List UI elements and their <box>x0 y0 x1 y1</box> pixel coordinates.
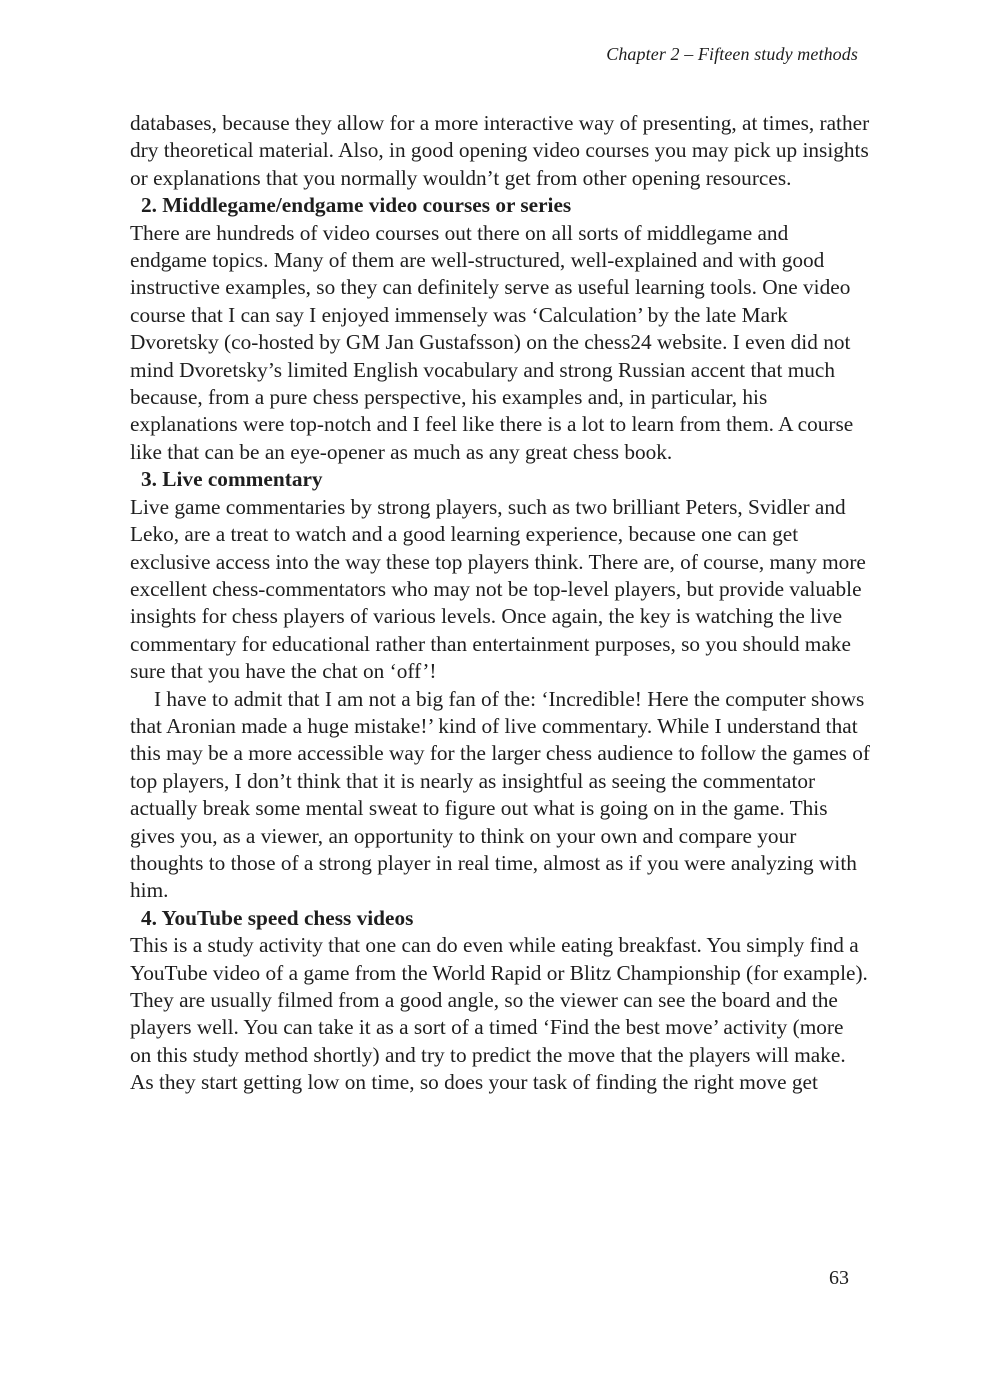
body-text <box>130 110 870 1097</box>
paragraph-not-a-fan: I have to admit that I am not a big fan of the: ‘Incredible! Here the computer shows that Aronian made a huge mistake!’ kind of live commentary. While I understand that this may be a more accessible way for the larger chess audience to follow the games of top players, I don’t think that it is nearly as insightful as seeing the commentator actually break some mental sweat to figure out what is going on in the game. This gives you, as a viewer, an opportunity to think on your own and compare your thoughts to those of a strong player in real time, almost as if you were analyzing with him. <box>130 686 870 903</box>
paragraph-video-courses: There are hundreds of video courses out there on all sorts of middlegame and endgame topics. Many of them are well-structured, well-explained and with good instructive examples, so they can definitely serve as useful learning tools. One video course that I can say I enjoyed immensely was ‘Calculation’ by the late Mark Dvoretsky (co-hosted by GM Jan Gustafsson) on the chess24 website. I even did not mind Dvoretsky’s limited English vocabulary and strong Russian accent that much because, from a pure chess perspective, his examples and, in particular, his explanations were top-notch and I feel like there is a lot to learn from them. A course like that can be an eye-opener as much as any great chess book. <box>130 220 854 464</box>
heading-live-commentary: 3. Live commentary <box>141 467 323 492</box>
paragraph-live-commentary: Live game commentaries by strong players, such as two brilliant Peters, Svidler and Leko, are a treat to watch and a good learning experience, because one can get exclusive access into the way these top players think. There are, of course, many more excellent chess-commentators who may not be top-level players, but provide valuable insights for chess players of various levels. Once again, the key is watching the live commentary for educational rather than entertainment purposes, so you should make sure that you have the chat on ‘off’! <box>130 494 866 684</box>
paragraph-databases-continued: databases, because they allow for a more interactive way of presenting, at times, rather dry theoretical material. Also, in good opening video courses you may pick up insights or explanations that you normally wouldn’t get from other opening resources. <box>130 111 870 190</box>
heading-youtube-speed-chess: 4. YouTube speed chess videos <box>141 905 414 930</box>
page-number: 63 <box>829 1267 849 1289</box>
heading-middlegame-video-courses: 2. Middlegame/endgame video courses or series <box>141 193 572 218</box>
running-head: Chapter 2 – Fifteen study methods <box>606 44 858 64</box>
paragraph-youtube: This is a study activity that one can do even while eating breakfast. You simply find a YouTube video of a game from the World Rapid or Blitz Championship (for example). They are usually filmed from a good angle, so the viewer can see the board and the players well. You can take it as a sort of a timed ‘Find the best move’ activity (more on this study method shortly) and try to predict the move that the players will make. As they start getting low on time, so does your task of finding the right move get <box>130 933 868 1095</box>
